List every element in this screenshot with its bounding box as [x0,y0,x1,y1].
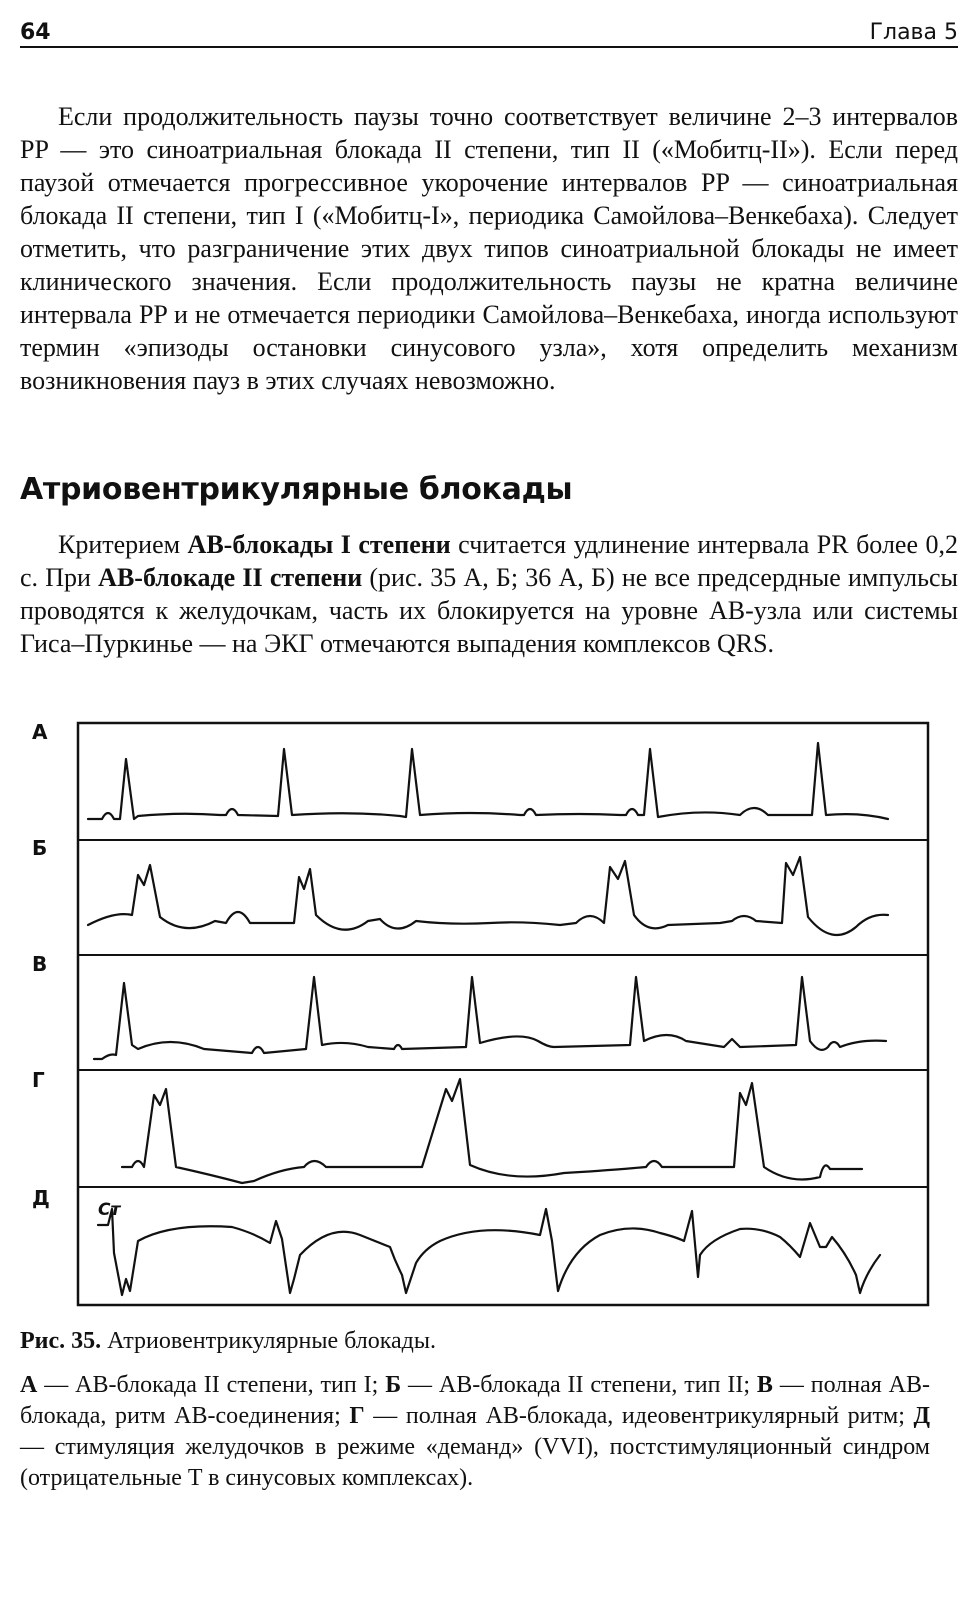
panel-label-v: В [32,952,48,976]
ecg-trace-d [98,1209,880,1295]
caption-text: — полная АВ-блокада, идеовентрикулярный ритм; [364,1403,914,1429]
ecg-trace-b [88,857,888,935]
caption-text: — АВ-блокада II степени, тип II; [401,1372,757,1398]
caption-key: Д [913,1403,931,1429]
ecg-trace-g [122,1079,862,1183]
figure-label: Рис. 35. [20,1328,102,1354]
ecg-trace-c [94,977,886,1059]
stimulus-annotation: Ст [98,1200,121,1220]
figure-frame [78,723,928,1305]
header-rule [20,46,958,48]
panel-label-b: Б [32,836,48,860]
caption-text: — АВ-блокада II степени, тип I; [37,1372,386,1398]
chapter-title: Глава 5 [869,20,958,45]
running-head [20,14,958,54]
ecg-figure-svg [20,715,940,1315]
figure-caption-title [20,1328,436,1355]
page-number: 64 [20,20,51,45]
paragraph-av-block [20,528,958,660]
ecg-figure [20,715,940,1315]
bold-term: АВ-блокаде II степени [98,563,363,592]
caption-text: — стимуляция желудочков в режиме «деманд» (VVI), постстимуляционный синдром (отрицательные T в синусовых комплексах). [20,1434,930,1491]
section-title: Атриовентрикулярные блокады [20,472,573,507]
caption-key: А [20,1372,38,1398]
caption-key: В [756,1372,773,1398]
bold-term: АВ-блокады I степени [187,530,451,559]
panel-label-g: Г [32,1068,45,1092]
paragraph-sinoatrial: Если продолжительность паузы точно соответствует величине 2–3 интервалов PP — это синоатриальная блокада II степени, тип II («Мобитц-II»). Если перед паузой отмечается прогрессивное укорочение интервалов PP — синоатриальная блокада II степени, тип I («Мобитц-I», периодика Самойлова–Венкебаха). Следует отметить, что разграничение этих двух типов синоатриальной блокады не имеет клинического значения. Если продолжительность паузы не кратна величине интервала PP и не отмечается периодики Самойлова–Венкебаха, иногда используют термин «эпизоды остановки синусового узла», хотя определить механизм возникновения пауз в этих случаях невозможно. [20,102,958,395]
caption-text: — полная АВ-блокада, ритм АВ-соединения; [20,1372,930,1429]
figure-caption-body [20,1370,930,1494]
caption-key: Б [385,1372,402,1398]
panel-label-d: Д [32,1186,50,1210]
figure-title: Атриовентрикулярные блокады. [101,1328,436,1354]
caption-key: Г [349,1403,365,1429]
paragraph-text: считается удлинение интервала PR более 0,2 с. При [20,530,958,592]
paragraph-text: Критерием [58,530,188,559]
panel-label-a: А [32,720,48,744]
ecg-trace-a [88,743,888,819]
paragraph-text: (рис. 35 А, Б; 36 А, Б) не все предсердные импульсы проводятся к желудочкам, часть их блокируется на уровне АВ-узла или системы Гиса–Пуркинье — на ЭКГ отмечаются выпадения комплексов QRS. [20,563,958,658]
